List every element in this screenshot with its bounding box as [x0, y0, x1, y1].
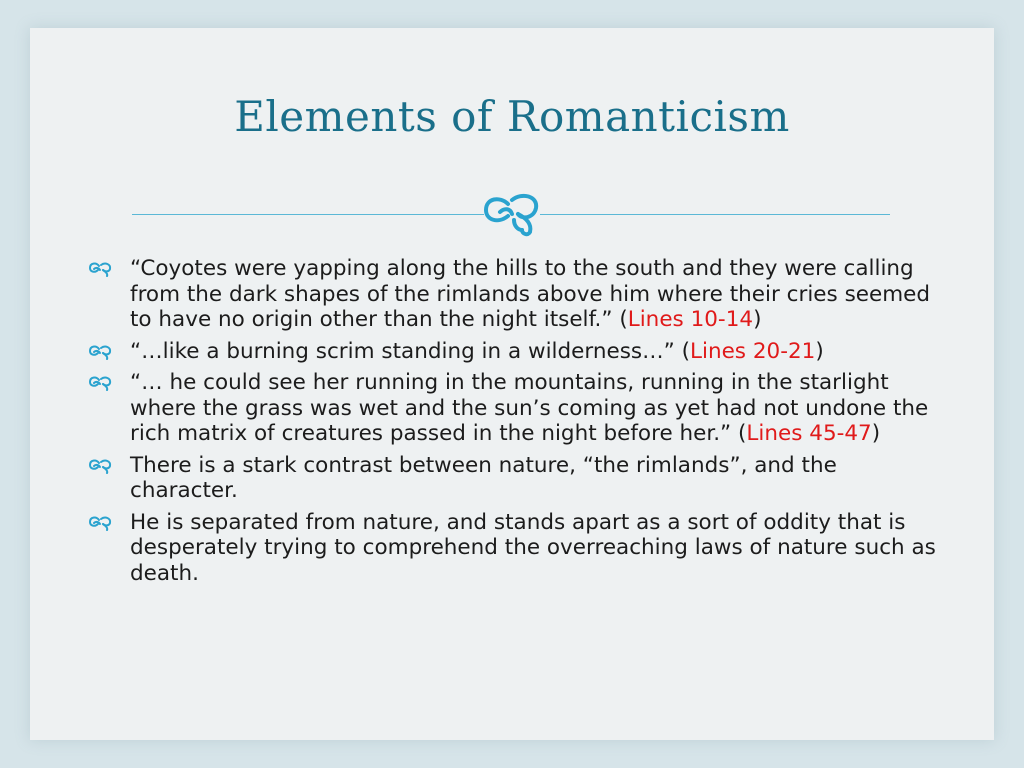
- bullet-item: [88, 339, 948, 365]
- divider-right: [540, 214, 890, 215]
- bullet-list: [88, 256, 948, 592]
- bullet-item: [88, 370, 948, 447]
- bullet-text: “Coyotes were yapping along the hills to the south and they were calling from the dark shapes of the rimlands above him where their cries seemed to have no origin other than the night itself.” (: [130, 256, 931, 332]
- bullet-item: [88, 256, 948, 333]
- line-reference: Lines 10-14: [627, 307, 754, 332]
- bullet-text: He is separated from nature, and stands apart as a sort of oddity that is desperately trying to comprehend the overreaching laws of nature such as death.: [130, 509, 936, 586]
- bullet-text: There is a stark contrast between nature, “the rimlands”, and the character.: [130, 452, 837, 503]
- bullet-text-close: ): [871, 421, 881, 446]
- bullet-item: [88, 510, 948, 587]
- flourish-bullet-icon: [88, 458, 114, 474]
- flourish-bullet-icon: [88, 344, 114, 360]
- bullet-text: “… he could see her running in the mountains, running in the starlight where the grass was wet and the sun’s coming as yet had not undone the rich matrix of creatures passed in the night before her.” (: [130, 370, 929, 446]
- flourish-bullet-icon: [88, 515, 114, 531]
- line-reference: Lines 20-21: [690, 338, 816, 364]
- bullet-text-close: ): [815, 338, 824, 364]
- bullet-text: “…like a burning scrim standing in a wilderness…” (: [130, 338, 690, 364]
- flourish-ornament-icon: [478, 190, 548, 238]
- flourish-bullet-icon: [88, 261, 114, 277]
- divider-left: [132, 214, 484, 215]
- line-reference: Lines 45-47: [746, 421, 872, 446]
- flourish-bullet-icon: [88, 375, 114, 391]
- bullet-text-close: ): [753, 307, 762, 332]
- bullet-item: [88, 453, 948, 504]
- slide-title: Elements of Romanticism: [234, 92, 790, 141]
